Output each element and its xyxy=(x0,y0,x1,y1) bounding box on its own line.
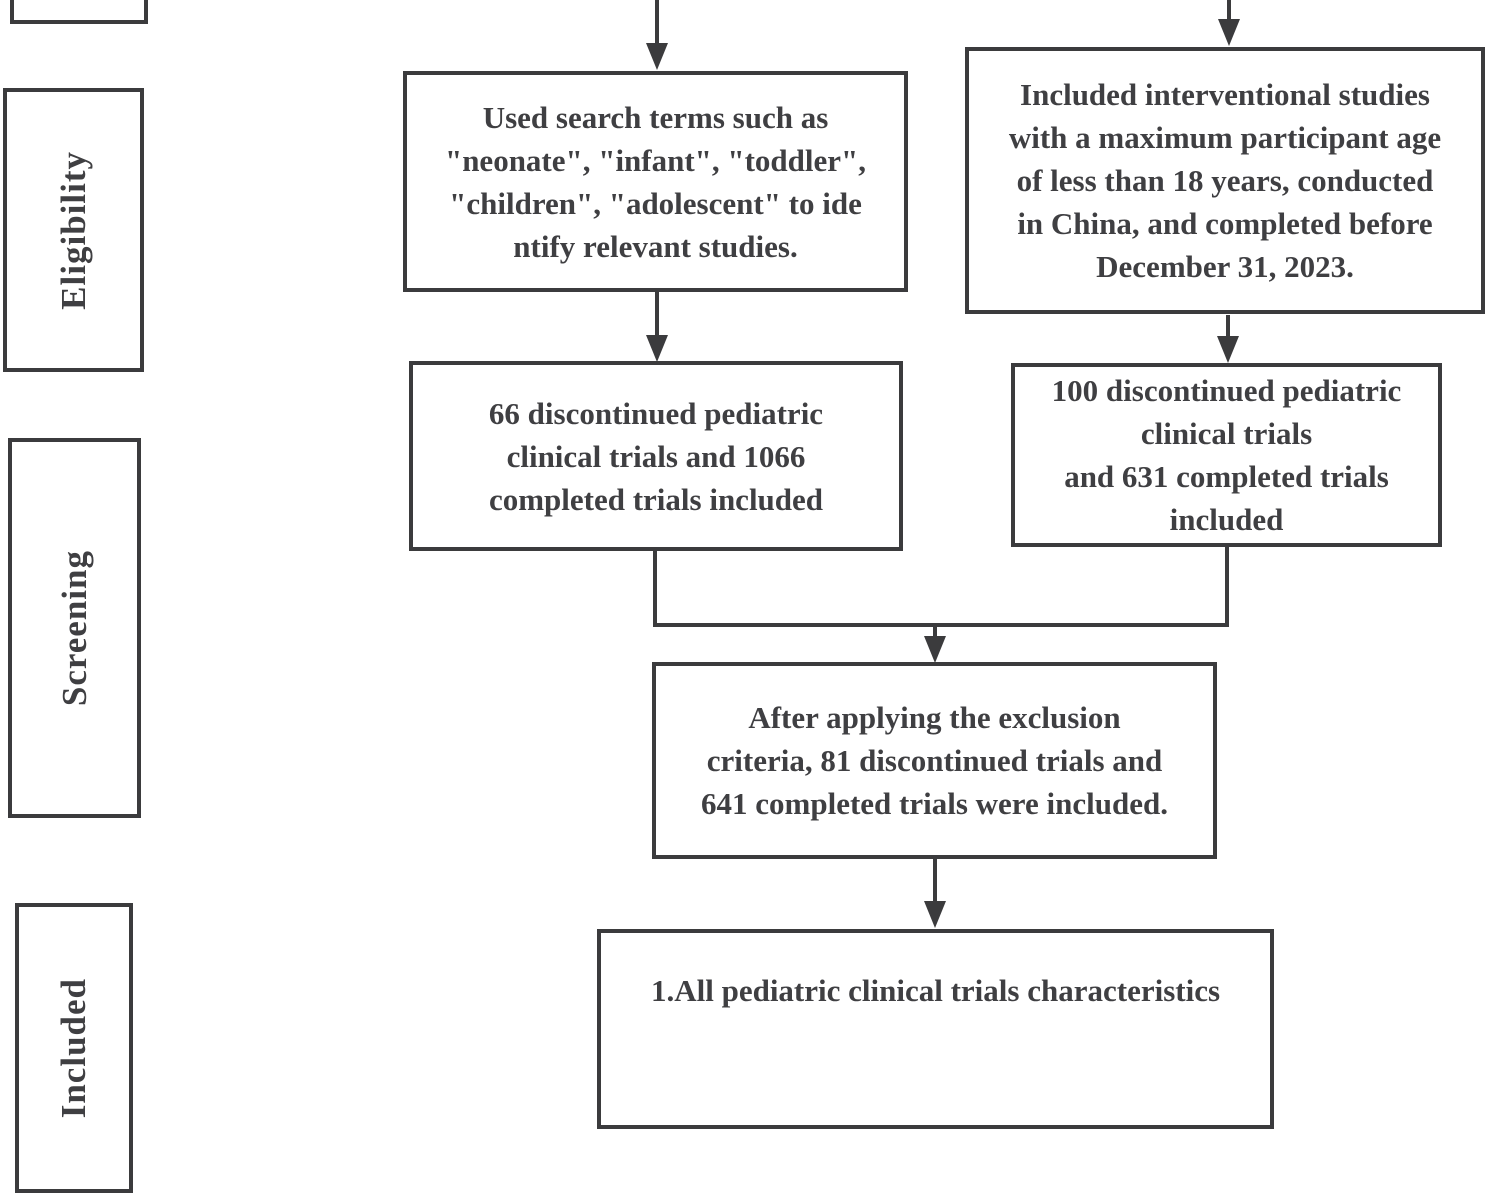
right-result-box xyxy=(1011,363,1442,547)
connector-left-vertical xyxy=(653,550,657,627)
arrow-exclusion-to-outcomes-stem xyxy=(933,859,937,904)
after-exclusion-line: After applying the exclusion xyxy=(748,696,1120,739)
arrow-search-to-left-result-head xyxy=(646,335,668,362)
after-exclusion-line: 641 completed trials were included. xyxy=(701,782,1168,825)
inclusion-criteria-line: Included interventional studies xyxy=(1020,73,1430,116)
connector-horizontal xyxy=(653,623,1229,627)
stage-box-included xyxy=(15,903,133,1193)
left-result-line: completed trials included xyxy=(489,478,823,521)
left-result-box xyxy=(409,361,903,551)
left-result-line: clinical trials and 1066 xyxy=(507,435,806,478)
stage-box-screening xyxy=(8,438,141,818)
search-terms-line: "neonate", "infant", "toddler", xyxy=(445,139,866,182)
left-result-line: 66 discontinued pediatric xyxy=(489,392,823,435)
arrow-exclusion-to-outcomes-head xyxy=(924,901,946,928)
right-result-line: included xyxy=(1170,498,1284,541)
right-result-line: 100 discontinued pediatric xyxy=(1052,369,1402,412)
outcomes-line: 1.All pediatric clinical trials characteristics xyxy=(651,969,1220,1012)
arrow-into-exclusion-box-head xyxy=(924,636,946,663)
inclusion-criteria-line: in China, and completed before xyxy=(1017,202,1432,245)
inclusion-criteria-line: of less than 18 years, conducted xyxy=(1017,159,1434,202)
outcomes-box xyxy=(597,929,1274,1129)
after-exclusion-line: criteria, 81 discontinued trials and xyxy=(707,739,1163,782)
search-terms-line: "children", "adolescent" to ide xyxy=(449,182,862,225)
inclusion-criteria-line: December 31, 2023. xyxy=(1096,245,1354,288)
right-result-line: clinical trials xyxy=(1141,412,1312,455)
stage-box-eligibility xyxy=(3,88,144,372)
arrow-into-criteria-box-head xyxy=(1218,19,1240,46)
stage-label-screening: Screening xyxy=(55,550,95,706)
arrow-into-search-box-stem xyxy=(655,0,659,46)
inclusion-criteria-box xyxy=(965,47,1485,314)
right-result-line: and 631 completed trials xyxy=(1064,455,1389,498)
stage-label-eligibility: Eligibility xyxy=(54,151,94,310)
after-exclusion-box xyxy=(652,662,1217,859)
arrow-search-to-left-result-stem xyxy=(655,292,659,338)
stage-box-identification xyxy=(10,0,148,24)
inclusion-criteria-line: with a maximum participant age xyxy=(1009,116,1441,159)
connector-right-vertical xyxy=(1225,546,1229,627)
arrow-into-search-box-head xyxy=(646,43,668,70)
search-terms-line: ntify relevant studies. xyxy=(513,225,797,268)
search-terms-line: Used search terms such as xyxy=(483,96,829,139)
search-terms-box xyxy=(403,71,908,292)
stage-label-included: Included xyxy=(54,978,94,1118)
arrow-criteria-to-right-result-head xyxy=(1217,336,1239,363)
